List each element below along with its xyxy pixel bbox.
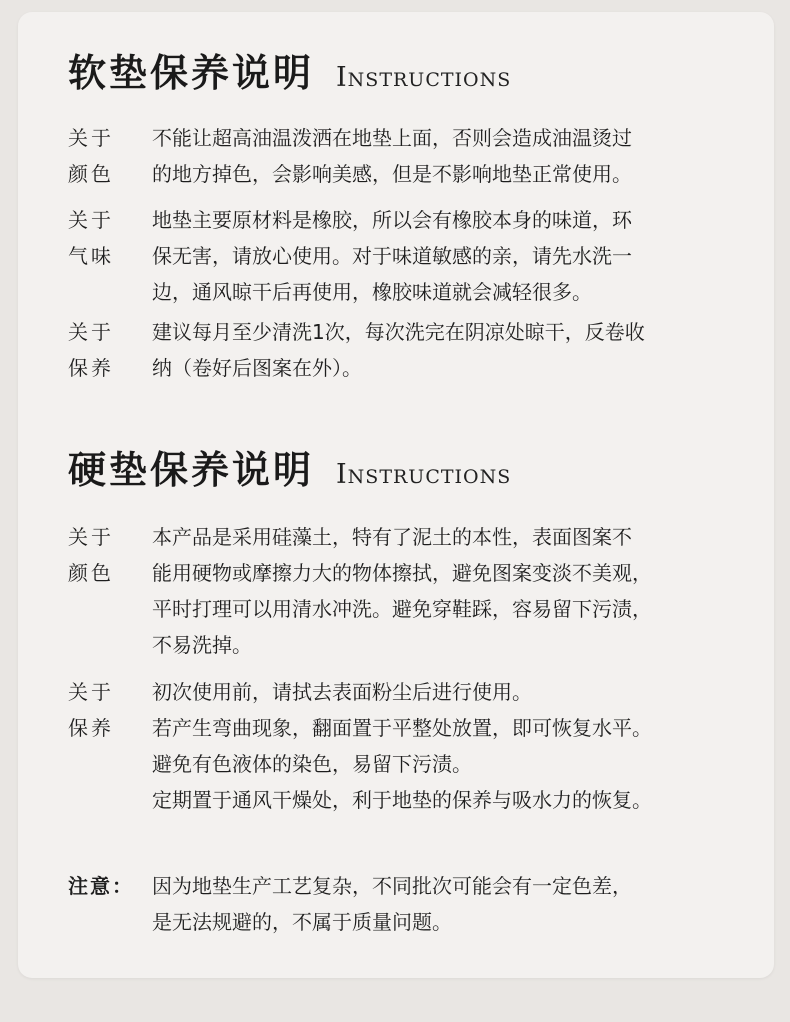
text-line: 地垫主要原材料是橡胶，所以会有橡胶本身的味道，环 bbox=[152, 208, 632, 232]
item-text bbox=[152, 202, 758, 310]
label-line: 关于 bbox=[68, 320, 114, 344]
label-line: 关于 bbox=[68, 126, 114, 150]
instructions-card bbox=[18, 12, 774, 978]
text-line: 建议每月至少清洗1次，每次洗完在阴凉处晾干，反卷收 bbox=[152, 320, 645, 344]
text-line: 保无害，请放心使用。对于味道敏感的亲，请先水洗一 bbox=[152, 244, 632, 268]
text-line: 能用硬物或摩擦力大的物体擦拭，避免图案变淡不美观， bbox=[152, 561, 652, 585]
note-label: 注意： bbox=[68, 874, 134, 898]
item-label bbox=[68, 674, 132, 746]
text-line: 避免有色液体的染色，易留下污渍。 bbox=[152, 752, 472, 776]
item-text bbox=[152, 674, 758, 818]
text-line: 本产品是采用硅藻土，特有了泥土的本性，表面图案不 bbox=[152, 525, 632, 549]
item-label bbox=[68, 519, 132, 591]
label-line: 颜色 bbox=[68, 162, 114, 186]
text-line: 是无法规避的，不属于质量问题。 bbox=[152, 910, 452, 934]
text-line: 定期置于通风干燥处，利于地垫的保养与吸水力的恢复。 bbox=[152, 788, 652, 812]
label-line: 颜色 bbox=[68, 561, 114, 585]
label-line: 关于 bbox=[68, 208, 114, 232]
text-line: 若产生弯曲现象，翻面置于平整处放置，即可恢复水平。 bbox=[152, 716, 652, 740]
item-text bbox=[152, 120, 758, 192]
label-line: 气味 bbox=[68, 244, 114, 268]
hard-mat-title-zh: 硬垫保养说明 bbox=[68, 447, 315, 492]
item-label bbox=[68, 314, 132, 386]
note-text bbox=[152, 868, 758, 940]
text-line: 因为地垫生产工艺复杂，不同批次可能会有一定色差， bbox=[152, 874, 632, 898]
item-text bbox=[152, 314, 758, 386]
soft-mat-title-en: Instructions bbox=[336, 62, 512, 93]
hard-mat-title-en: Instructions bbox=[336, 459, 512, 490]
text-line: 不能让超高油温泼洒在地垫上面，否则会造成油温烫过 bbox=[152, 126, 632, 150]
text-line: 纳（卷好后图案在外）。 bbox=[152, 356, 362, 380]
text-line: 不易洗掉。 bbox=[152, 633, 252, 657]
label-line: 关于 bbox=[68, 680, 114, 704]
item-label bbox=[68, 120, 132, 192]
label-line: 保养 bbox=[68, 716, 114, 740]
item-text bbox=[152, 519, 758, 663]
text-line: 的地方掉色，会影响美感，但是不影响地垫正常使用。 bbox=[152, 162, 632, 186]
soft-mat-title-zh: 软垫保养说明 bbox=[68, 50, 315, 95]
label-line: 保养 bbox=[68, 356, 114, 380]
text-line: 边，通风晾干后再使用，橡胶味道就会减轻很多。 bbox=[152, 280, 592, 304]
label-line: 关于 bbox=[68, 525, 114, 549]
item-label bbox=[68, 202, 132, 274]
text-line: 平时打理可以用清水冲洗。避免穿鞋踩，容易留下污渍， bbox=[152, 597, 652, 621]
hard-mat-title bbox=[68, 439, 511, 494]
text-line: 初次使用前，请拭去表面粉尘后进行使用。 bbox=[152, 680, 532, 704]
soft-mat-title bbox=[68, 42, 511, 97]
